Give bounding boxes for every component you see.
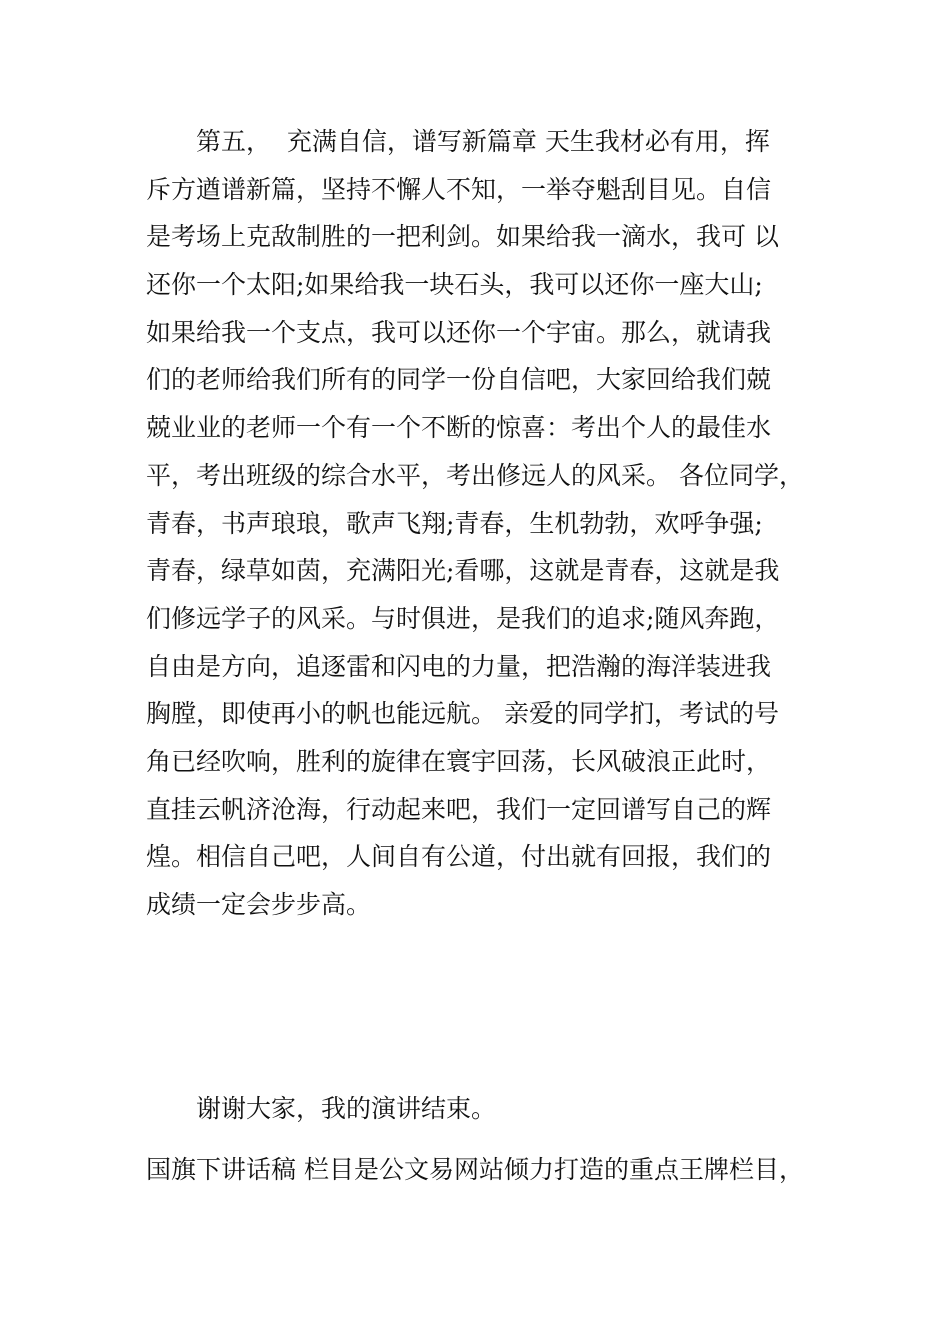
speech-body xyxy=(146,118,836,929)
closing-line: 谢谢大家，我的演讲结束。 xyxy=(196,1094,497,1123)
footer-line: 国旗下讲话稿 栏目是公文易网站倾力打造的重点王牌栏目， xyxy=(146,1155,804,1184)
body-line-6: 们的老师给我们所有的同学一份自信吧，大家回给我们兢 xyxy=(146,365,772,395)
body-line-12: 自由是方向，追逐雷和闪电的力量，把浩瀚的海洋装进我 xyxy=(146,651,772,681)
body-line-9: 青春，书声琅琅，歌声飞翔;青春，生机勃勃，欢呼争强; xyxy=(146,508,763,538)
body-line-13: 胸膛，即使再小的帆也能远航。 亲爱的同学扪，考试的号 xyxy=(146,699,779,729)
body-line-11: 们修远学子的风采。与时俱进，是我们的追求;随风奔跑， xyxy=(146,603,780,633)
body-line-1: 第五， 充满自信，谱写新篇章 天生我材必有用，挥 xyxy=(196,127,770,156)
body-line-7: 兢业业的老师一个有一个不断的惊喜：考出个人的最佳水 xyxy=(146,413,772,443)
body-line-14: 角已经吹响，胜利的旋律在寰宇回荡，长风破浪正此时， xyxy=(146,746,772,776)
body-line-10: 青春，绿草如茵，充满阳光;看哪，这就是青春，这就是我 xyxy=(146,556,780,586)
body-line-4: 还你一个太阳;如果给我一块石头，我可以还你一座大山; xyxy=(146,270,763,300)
body-line-5: 如果给我一个支点，我可以还你一个宇宙。那么，就请我 xyxy=(146,317,772,347)
body-line-15: 直挂云帆济沧海，行动起来吧，我们一定回谱写自己的辉 xyxy=(146,794,772,824)
body-line-3: 是考场上克敌制胜的一把利剑。如果给我一滴水，我可 以 xyxy=(146,222,779,252)
body-line-17: 成绩一定会步步高。 xyxy=(146,890,372,919)
body-line-8: 平，考出班级的综合水平，考出修远人的风采。 各位同学， xyxy=(146,460,804,490)
body-line-2: 斥方遒谱新篇，坚持不懈人不知，一举夺魁刮目见。自信 xyxy=(146,174,772,204)
body-line-16: 煌。相信自己吧，人间自有公道，付出就有回报，我们的 xyxy=(146,842,772,872)
